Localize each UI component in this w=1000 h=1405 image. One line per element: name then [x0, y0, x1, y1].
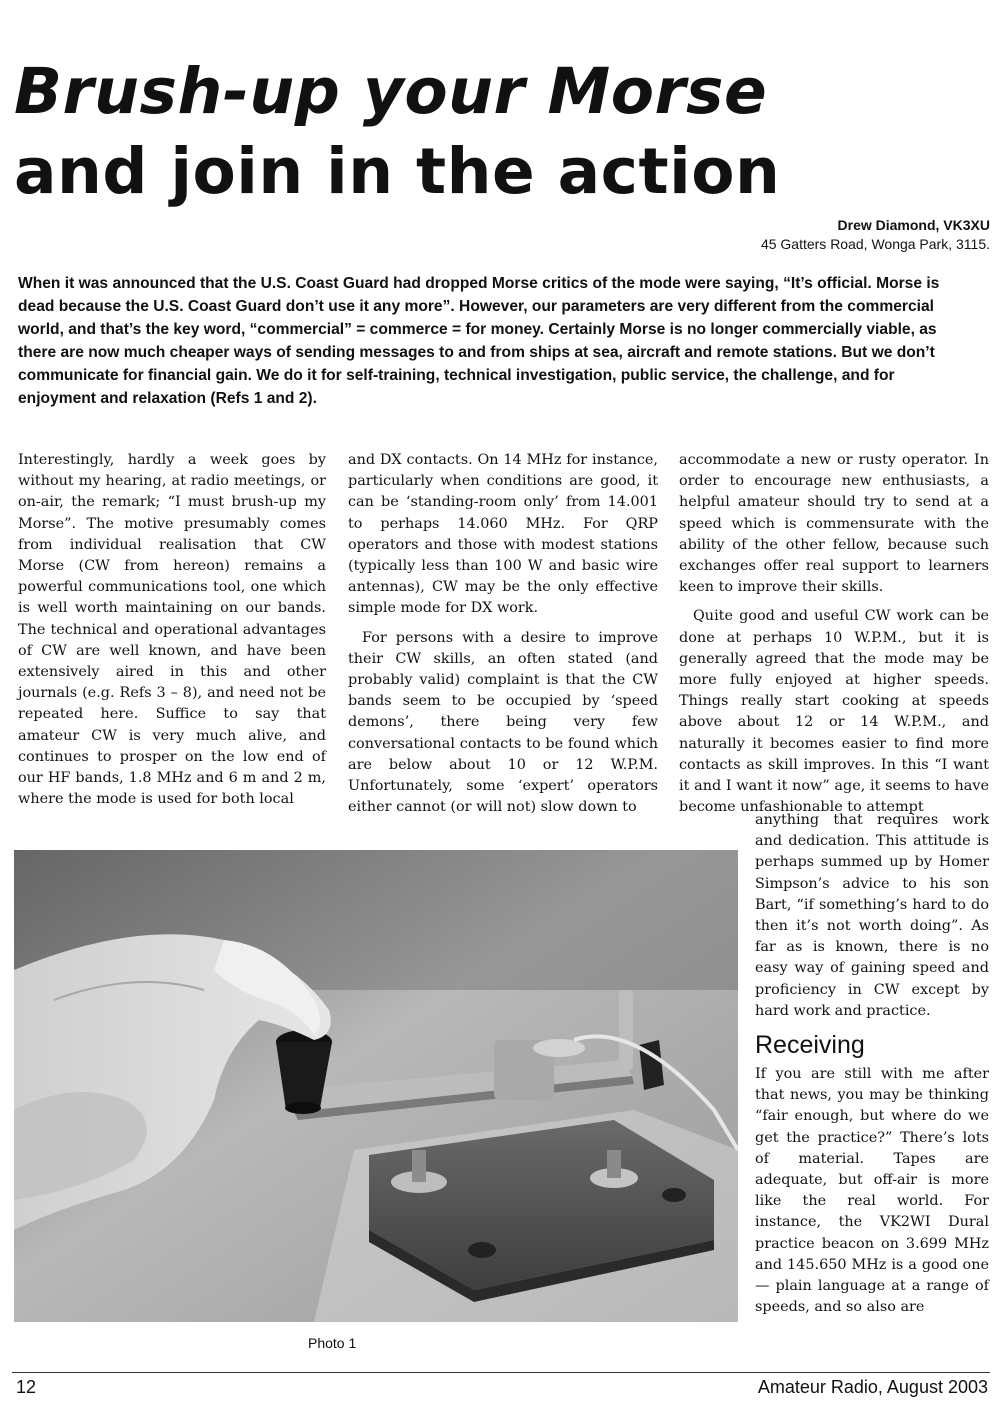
body-paragraph: and DX contacts. On 14 MHz for instance, particularly when conditions are good, it can be ‘standing-room only’ from 14.001 to perhaps 14.060 MHz. For QRP operators and those with modest stations (typically less than 100 W and basic wire antennas), CW may be the only effective simple mode for DX work.	[348, 452, 658, 617]
author-block	[761, 216, 990, 254]
author-name: Drew Diamond, VK3XU	[837, 217, 990, 233]
author-address: 45 Gatters Road, Wonga Park, 3115.	[760, 236, 990, 252]
section-heading: Receiving	[755, 1031, 865, 1060]
morse-key-illustration	[14, 850, 738, 1322]
photo-morse-key	[14, 850, 738, 1322]
body-column-2	[348, 450, 658, 818]
body-column-3	[679, 450, 989, 818]
body-paragraph: If you are still with me after that news, you may be thinking “fair enough, but where do we get the practice?” There’s lots of material. Tapes are adequate, but off-air is more like the real world. For instance, the VK2WI Dural practice beacon on 3.699 MHz and 145.650 MHz is a good one — plain language at a range of speeds, and so also are	[755, 1066, 989, 1316]
body-paragraph: Quite good and useful CW work can be done at perhaps 10 W.P.M., but it is generally agreed that the mode may be more fully enjoyed at higher speeds. Things really start cooking at speeds above about 12 or 14 W.P.M., and naturally it becomes easier to find more contacts as skill improves. In this “I want it and I want it now” age, it seems to have become unfashionable to attempt	[679, 608, 989, 816]
body-paragraph: anything that requires work and dedication. This attitude is perhaps summed up by Homer Simpson’s advice to his son Bart, “if something’s hard to do then it’s not worth doing”. As far as is known, there is no easy way of gaining speed and proficiency in CW except by hard work and practice.	[755, 812, 989, 1019]
photo-caption: Photo 1	[308, 1335, 357, 1351]
body-paragraph: For persons with a desire to improve their CW skills, an often stated (and probably valid) complaint is that the CW bands seem to be occupied by ‘speed demons’, there being very few conversational contacts to be found which are below about 10 or 12 W.P.M. Unfortunately, some ‘expert’ operators either cannot (or will not) slow down to	[348, 629, 658, 816]
footer-rule	[12, 1372, 990, 1373]
article-title	[14, 52, 974, 212]
body-column-4	[755, 810, 989, 1318]
body-column-1	[18, 450, 326, 810]
body-paragraph: accommodate a new or rusty operator. In order to encourage new enthusiasts, a helpful amateur should try to send at a speed which is commensurate with the ability of the other fellow, because such exchanges offer real support to learners keen to improve their skills.	[679, 452, 989, 596]
title-line-1: Brush-up your Morse	[14, 55, 768, 128]
intro-paragraph: When it was announced that the U.S. Coast Guard had dropped Morse critics of the mode were saying, “It’s official. Morse is dead because the U.S. Coast Guard don’t use it any more”. However, our parameters are very different from the commercial world, and that’s the key word, “commercial” = commerce = for money. Certainly Morse is no longer commercially viable, as there are now much cheaper ways of sending messages to and from ships at sea, aircraft and remote stations. But we don’t communicate for financial gain. We do it for self-training, technical investigation, public service, the challenge, and for enjoyment and relaxation (Refs 1 and 2).	[18, 275, 940, 407]
page-number: 12	[16, 1377, 37, 1397]
body-paragraph: Interestingly, hardly a week goes by without my hearing, at radio meetings, or on-air, the remark; “I must brush-up my Morse”. The motive presumably comes from individual realisation that CW Morse (CW from hereon) remains a powerful communications tool, one which is well worth maintaining on our bands. The technical and operational advantages of CW are well known, and have been extensively aired in this and other journals (e.g. Refs 3 – 8), and need not be repeated here. Suffice to say that amateur CW is very much alive, and continues to prosper on the low end of our HF bands, 1.8 MHz and 6 m and 2 m, where the mode is used for both local	[18, 452, 326, 808]
publication-footer: Amateur Radio, August 2003	[757, 1377, 988, 1397]
title-line-2: and join in the action	[14, 135, 781, 208]
